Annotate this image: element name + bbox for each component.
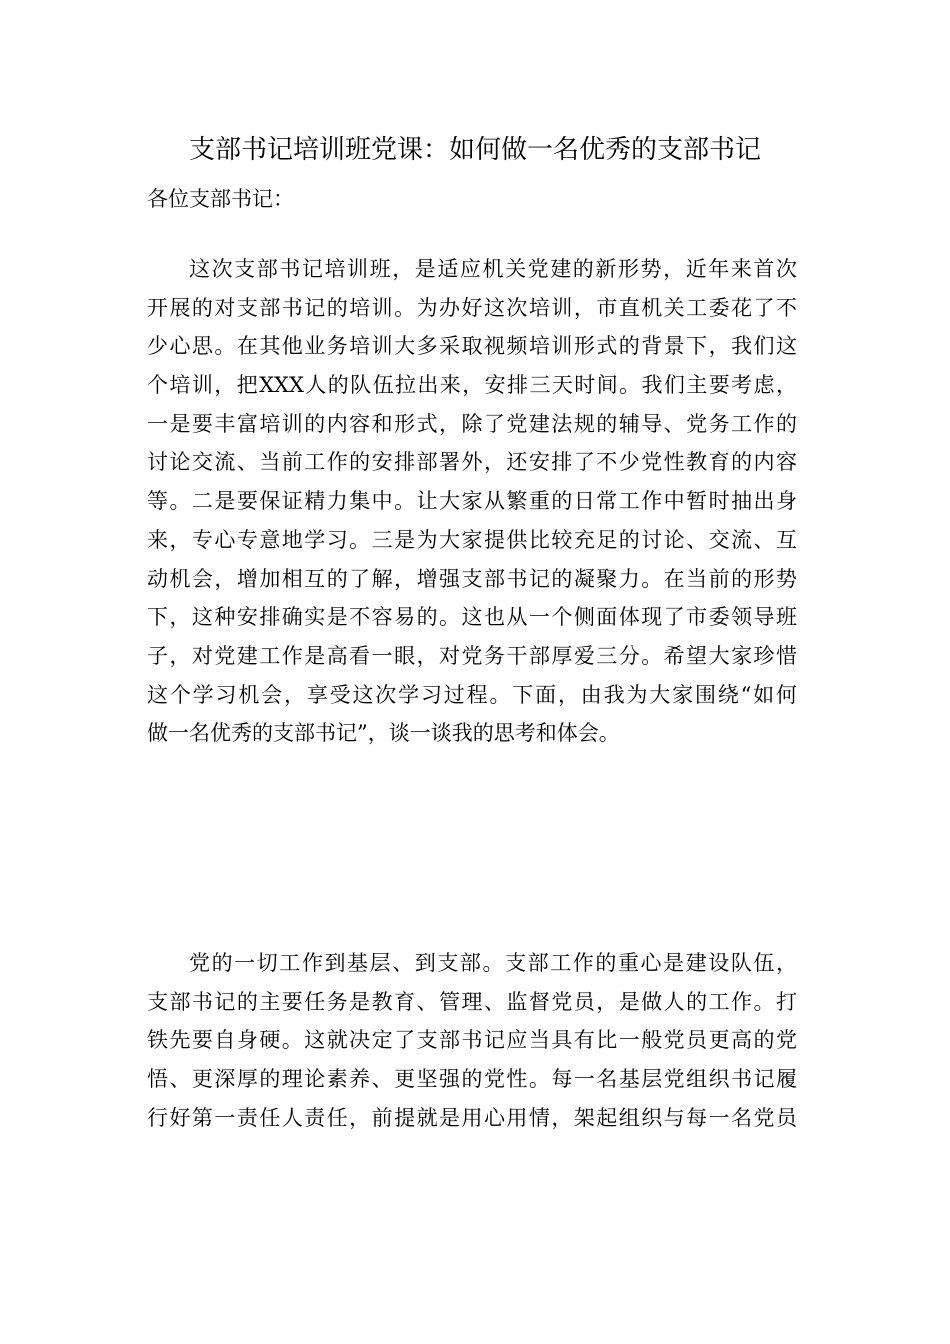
paragraph-line: 这次支部书记培训班，是适应机关党建的新形势，近年来首次: [189, 257, 797, 281]
paragraph-line: 行好第一责任人责任，前提就是用心用情，架起组织与每一名党员: [147, 1105, 797, 1130]
paragraph-line: 等。二是要保证精力集中。让大家从繁重的日常工作中暂时抽出身: [147, 489, 797, 514]
document-title: 支部书记培训班党课：如何做一名优秀的支部书记: [188, 135, 761, 165]
paragraph-line: 动机会，增加相互的了解，增强支部书记的凝聚力。在当前的形势: [147, 566, 797, 591]
salutation: 各位支部书记：: [147, 187, 294, 211]
paragraph-2: [147, 944, 797, 1137]
paragraph-line: 开展的对支部书记的培训。为办好这次培训，市直机关工委花了不: [147, 295, 797, 320]
paragraph-line: 支部书记的主要任务是教育、管理、监督党员，是做人的工作。打: [147, 989, 797, 1014]
paragraph-line: 少心思。在其他业务培训大多采取视频培训形式的背景下，我们这: [147, 334, 797, 359]
paragraph-line: 党的一切工作到基层、到支部。支部工作的重心是建设队伍，: [189, 951, 797, 975]
paragraph-line: 做一名优秀的支部书记”，谈一谈我的思考和体会。: [147, 721, 620, 746]
paragraph-line: 讨论交流、当前工作的安排部署外，还安排了不少党性教育的内容: [147, 450, 797, 475]
paragraph-line: 子，对党建工作是高看一眼，对党务干部厚爱三分。希望大家珍惜: [147, 643, 797, 668]
paragraph-line: 铁先要自身硬。这就决定了支部书记应当具有比一般党员更高的党: [147, 1028, 797, 1053]
paragraph-line: 下，这种安排确实是不容易的。这也从一个侧面体现了市委领导班: [147, 605, 797, 630]
paragraph-line: 悟、更深厚的理论素养、更坚强的党性。每一名基层党组织书记履: [147, 1067, 797, 1092]
paragraph-1: [147, 250, 797, 753]
paragraph-line: 这个学习机会，享受这次学习过程。下面，由我为大家围绕“如何: [147, 682, 797, 707]
paragraph-line: 来，专心专意地学习。三是为大家提供比较充足的讨论、交流、互: [147, 527, 797, 552]
paragraph-line: 一是要丰富培训的内容和形式，除了党建法规的辅导、党务工作的: [147, 411, 797, 436]
paragraph-line: 个培训，把XXX人的队伍拉出来，安排三天时间。我们主要考虑，: [147, 373, 797, 398]
